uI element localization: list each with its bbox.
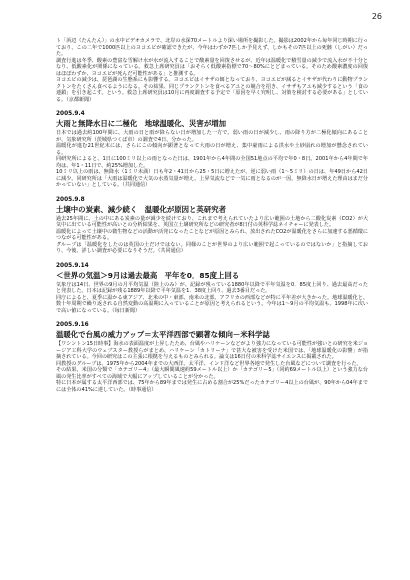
article-date: 2005.9.16 — [56, 322, 89, 328]
article-paragraph: 過去25年間に、土の中にある炭素の量が減少を続けており、これまで考えられていたより広い範囲の土地から二酸化炭素（CO2）が大気中に出ている可能性が高いとの分析結果を、英国立土壌研究所などの研究者が8日付の英科学誌ネイチャーに発表した。 — [56, 215, 368, 228]
page-number: 26 — [371, 12, 382, 21]
article-paragraph: グループは「温暖化をしたのは英国の土だけではない。同様のことが世界のより広い範囲で起こっているのではないか」と指摘しており、今後、詳しい調査が必要になりそうだ。（共同通信） — [56, 241, 368, 254]
article-date: 2005.9.4 — [56, 111, 85, 117]
article-paragraph: 同研究所によると、1日に100ミリ以上の雨となった日は、1901年から4年間の全国51地点の平均で年0・8日。2001年から4年間で年均は、年1・11日で、約25%増加した。 — [56, 156, 368, 169]
intro-section — [56, 38, 368, 103]
article-paragraph: 同庁によると、夏季に温かる東アジア、北米の中・東部、南米の北部、アフリカの西部などが特に平年差が大きかった。地球温暖化と、数十年周期で繰り返される自然変動の高温期に入っていることが原因と考えられるという。今年は1〜9月の平均気温も、1998年に次いで高い値になっている。（毎日新聞） — [56, 294, 368, 314]
article-typhoon — [56, 322, 368, 393]
article-soil-carbon — [56, 197, 368, 255]
article-paragraph: 温暖化によって土壌中の微生物などの活動が活発になったことなどが原因とみられ、放出されたCO2が温暖化をさらに加速する悪循環につながる可能性がある。 — [56, 228, 368, 241]
intro-paragraph: ヨコエビの減少は、琵琶湖の生態系にも影響する。ヨコエビはイサザの餌となっており、ヨコエビが減るとイサザが代わりに動物プランクトンをたくさん食べるようになる。その結果、同じプランクトンを食べるアユとの競合を招き、イサザもアユも減少するという「食の連鎖」を引き起こす。という。救急上席研究員は10月に再度調査する予定で「原因を早く究明し、対策を検討する必要がある」としている。（京都新聞） — [56, 77, 368, 103]
article-paragraph: 特に日本が属する太平洋西部では、75年から89年までは発生に占める割合が25%だったカテゴリー4以上の台風が、90年から04年までには全体の41%に達していた。（時事通信） — [56, 380, 368, 393]
page-content — [56, 38, 368, 393]
article-date: 2005.9.8 — [56, 196, 85, 203]
intro-paragraph: 調査行進は冬季、酸素の豊富な雪解け水が水が流入することで酸素量を回復させるが、近年は温暖化で積雪量の減少で流入水が不十分となり、低酸素化が関係になっている。救急上席研究員は「おそらく低酸素指標で70〜80%にとどまっている。そのため酸素濃度の回復はほぼわずか、ヨコエビが死んだ可能性がある」と推測する。 — [56, 57, 368, 77]
article-headline: 土壌中の炭素、減少続く 温暖化が原因と英研究者 — [56, 204, 226, 214]
article-paragraph: 日本では過去約100年間に、大雨の日と雨が降らない日が増加した一方で、弱い雨の日が減少し、雨の降り方が二極化傾向にあることが、気象研究所（茨城県つくば市）の調査で4日、分かった。 — [56, 130, 368, 143]
article-paragraph: 温暖化が進む21世紀末には、さらにこの傾向が顕著となって大雨の日が増え、集中豪雨による洪水や土砂崩れの増加が懸念されている。 — [56, 143, 368, 156]
article-headline: 大雨と無降水日に二極化 地球温暖化、災害が増加 — [56, 119, 226, 128]
article-headline: 温暖化で台風の威力アップ＝太平洋西部で顕著な傾向－米科学誌 — [56, 330, 270, 339]
article-rainfall — [56, 111, 368, 189]
article-headline: ＜世界の気温＞9月は過去最高 平年を0．85度上回る — [56, 270, 240, 280]
article-paragraph: 10ミリ以上の雨は、無降水（1ミリ未満）日も年2・41日から25・5日に増えたが、逆に弱い雨（1〜5ミリ）の日は、年49日から42日に減少。同研究所は「大雨は温暖化で大気の水蒸気量が増え、上昇気流などで一気に雨となるのが一因。無降水日が増えた理由はまだ分かっていない」としている。（共同通信） — [56, 169, 368, 188]
article-paragraph: その結果、米国の分類で「カテゴリー4」（最大瞬間風速約59メートル以上）か「カテゴリー5」（同約69メートル以上）という強力な台風の発生比率がすべての海域で大幅にアップしていることが分かった。 — [56, 367, 368, 380]
intro-paragraph: ト「浜辺（たんたん）」の水中ビデオカメラで、北岸の水深70メートルより深い場所を撮影した。撮影は2002年から毎年同じ時期に行っており、この二年で1000匹以上のヨコエビが確認できたが、今年はわずか7匹しか予見えず、しかもその7匹以上の死骸（しがい）だった。 — [56, 38, 368, 57]
article-paragraph: 【ワシントン15日時事】海水の表面温度が上昇したため、台風やハリケーンなどがより強力になっている可能性が強いとの研究を米ジョージア工科大学のウェブスター教授らがまとめ、ハリケーン「カトリーナ」で甚大な被害を受けた米国では、「地球温暖化の影響」が指摘されている。今回の研究はこの主張に根拠を与えるものとみられる。論文は16日付の米科学誌サイエンスに掲載された。 — [56, 341, 368, 360]
article-date: 2005.9.14 — [56, 262, 89, 269]
article-paragraph: 気象庁は14日、世界の9月の月平均気温（陸上のみ）が、記録が残っている1880年以降で平年気温を0．85度上回り、過去最高だったと発表した。日本は記録が残る1889年以降で平年気温を1．38度上回り、過去3番目だった。 — [56, 281, 368, 294]
article-world-temperature — [56, 263, 368, 315]
article-paragraph: 同教授のグループは、1975年から2004年までの大西洋、太平洋、インド洋など世界各地で発生した台風などについて調査を行った。 — [56, 360, 362, 367]
